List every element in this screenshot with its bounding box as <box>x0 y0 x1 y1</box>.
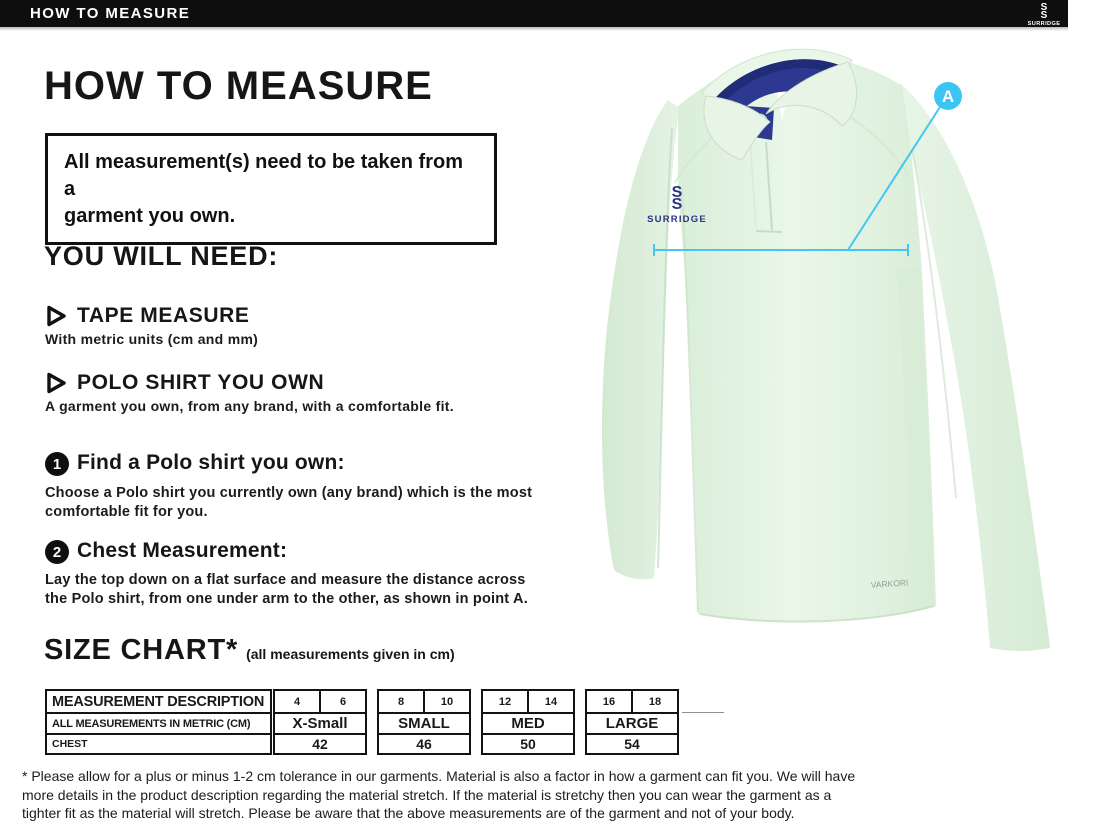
chest-label-cell: CHEST <box>45 733 272 755</box>
step-2-title: Chest Measurement: <box>77 539 288 562</box>
svg-text:S: S <box>671 184 683 201</box>
need-item-polo-shirt-sub: A garment you own, from any brand, with a comfortable fit. <box>45 398 454 414</box>
size-chart-heading <box>44 634 455 667</box>
page-title: HOW TO MEASURE <box>44 64 433 108</box>
table-row-chest <box>45 733 685 755</box>
fabric-brand-text: VARKORI <box>870 577 909 590</box>
svg-text:S: S <box>1040 2 1048 13</box>
note-line: garment you own. <box>64 205 236 227</box>
svg-text:S: S <box>1040 10 1048 21</box>
top-title-bar <box>0 0 1068 27</box>
polo-shirt-illustration <box>590 28 1120 653</box>
need-item-polo-shirt: POLO SHIRT YOU OWN <box>77 371 325 394</box>
metric-label-cell: ALL MEASUREMENTS IN METRIC (CM) <box>45 712 272 735</box>
size-chart-subtitle: (all measurements given in cm) <box>246 646 455 662</box>
table-row-size-names <box>45 712 685 735</box>
tolerance-footnote: * Please allow for a plus or minus 1-2 cm tolerance in our garments. Material is also a factor in how a garment can fit you. We will have more details in the product description regarding the material stretch. If the material is stretchy then you can wear the garment as a tighter fit as the material will stretch. Please be aware that the above measurements are of the garment and not of your body. <box>22 768 856 822</box>
you-will-need-heading: YOU WILL NEED: <box>44 241 279 271</box>
svg-text:A: A <box>941 87 955 106</box>
size-chart-title: SIZE CHART* <box>44 634 239 666</box>
table-row-ages <box>45 689 685 714</box>
chest-value-cell: 50 <box>481 733 575 755</box>
step-1-badge: 1 <box>45 452 69 476</box>
play-triangle-icon <box>45 372 67 394</box>
chest-value-cell: 42 <box>273 733 367 755</box>
shirt-left-sleeve <box>602 100 680 579</box>
age-group-xsmall: 4 6 <box>273 689 367 714</box>
step-2-badge: 2 <box>45 540 69 564</box>
step-2-description: Lay the top down on a flat surface and measure the distance across the Polo shirt, from one under arm to the other, as shown in point A. <box>45 572 528 607</box>
step-1-description: Choose a Polo shirt you currently own (any brand) which is the most comfortable fit for you. <box>45 485 533 520</box>
svg-text:SURRIDGE: SURRIDGE <box>1027 21 1061 27</box>
step-1-title: Find a Polo shirt you own: <box>77 451 345 474</box>
col-header-measurement-description: MEASUREMENT DESCRIPTION <box>45 689 272 714</box>
note-line: All measurement(s) need to be taken from a <box>64 151 463 200</box>
need-item-tape-measure: TAPE MEASURE <box>77 304 250 327</box>
svg-text:S: S <box>671 196 683 213</box>
need-item-tape-measure-sub: With metric units (cm and mm) <box>45 331 259 347</box>
size-chart-table <box>45 689 685 755</box>
age-group-small: 8 10 <box>377 689 471 714</box>
chest-value-cell: 54 <box>585 733 679 755</box>
top-bar-title: HOW TO MEASURE <box>30 5 191 22</box>
svg-text:SURRIDGE: SURRIDGE <box>647 214 707 225</box>
chest-value-cell: 46 <box>377 733 471 755</box>
size-name-cell: X-Small <box>273 712 367 735</box>
age-group-med: 12 14 <box>481 689 575 714</box>
size-name-cell: MED <box>481 712 575 735</box>
age-group-large: 16 18 <box>585 689 679 714</box>
table-tail-line <box>682 712 724 713</box>
point-a-marker <box>934 82 962 110</box>
measurement-note-box <box>45 133 497 245</box>
size-name-cell: LARGE <box>585 712 679 735</box>
size-name-cell: SMALL <box>377 712 471 735</box>
play-triangle-icon <box>45 305 67 327</box>
surridge-logo-icon <box>1020 0 1068 27</box>
